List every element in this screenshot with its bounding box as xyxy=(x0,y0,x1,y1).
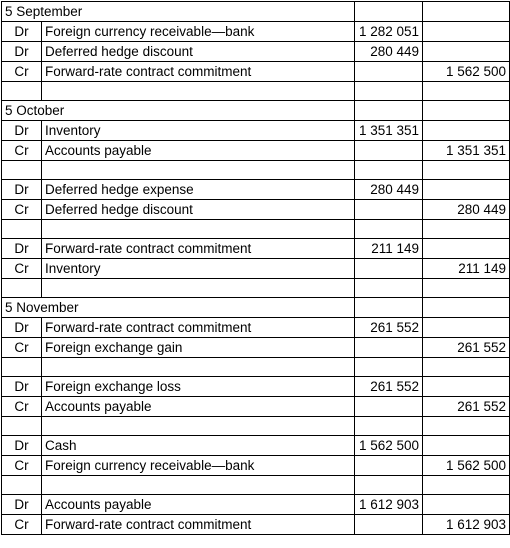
account-name: Foreign currency receivable—bank xyxy=(42,22,355,42)
empty-cell xyxy=(423,161,510,180)
debit-amount xyxy=(355,141,423,161)
entry-type: Dr xyxy=(2,495,42,515)
empty-cell xyxy=(355,298,423,318)
credit-amount: 211 149 xyxy=(423,259,510,279)
journal-line xyxy=(2,141,510,161)
credit-amount xyxy=(423,180,510,200)
account-name: Forward-rate contract commitment xyxy=(42,318,355,338)
credit-amount xyxy=(423,318,510,338)
journal-line xyxy=(2,456,510,476)
entry-date: 5 November xyxy=(2,298,355,318)
account-name: Inventory xyxy=(42,259,355,279)
credit-amount: 280 449 xyxy=(423,200,510,220)
debit-amount: 1 612 903 xyxy=(355,495,423,515)
account-name: Foreign exchange gain xyxy=(42,338,355,358)
debit-amount: 280 449 xyxy=(355,42,423,62)
date-header-row xyxy=(2,2,510,22)
journal-line xyxy=(2,42,510,62)
account-name: Deferred hedge discount xyxy=(42,42,355,62)
empty-cell xyxy=(2,417,42,436)
entry-type: Cr xyxy=(2,141,42,161)
journal-line xyxy=(2,495,510,515)
debit-amount: 261 552 xyxy=(355,318,423,338)
debit-amount: 1 282 051 xyxy=(355,22,423,42)
empty-cell xyxy=(42,82,355,101)
entry-type: Dr xyxy=(2,22,42,42)
credit-amount: 1 612 903 xyxy=(423,515,510,535)
credit-amount xyxy=(423,495,510,515)
debit-amount xyxy=(355,456,423,476)
spacer-row xyxy=(2,358,510,377)
entry-type: Dr xyxy=(2,180,42,200)
empty-cell xyxy=(2,279,42,298)
empty-cell xyxy=(423,358,510,377)
entry-type: Cr xyxy=(2,397,42,417)
empty-cell xyxy=(355,417,423,436)
entry-type: Dr xyxy=(2,318,42,338)
entry-type: Dr xyxy=(2,239,42,259)
empty-cell xyxy=(355,476,423,495)
journal-line xyxy=(2,259,510,279)
empty-cell xyxy=(2,82,42,101)
date-header-row xyxy=(2,101,510,121)
debit-amount xyxy=(355,62,423,82)
journal-entries-table xyxy=(1,1,510,535)
empty-cell xyxy=(42,161,355,180)
empty-cell xyxy=(423,279,510,298)
empty-cell xyxy=(355,279,423,298)
debit-amount: 261 552 xyxy=(355,377,423,397)
empty-cell xyxy=(423,476,510,495)
empty-cell xyxy=(423,101,510,121)
debit-amount xyxy=(355,515,423,535)
empty-cell xyxy=(423,417,510,436)
debit-amount xyxy=(355,397,423,417)
credit-amount: 1 351 351 xyxy=(423,141,510,161)
account-name: Forward-rate contract commitment xyxy=(42,239,355,259)
empty-cell xyxy=(2,358,42,377)
account-name: Deferred hedge discount xyxy=(42,200,355,220)
journal-line xyxy=(2,200,510,220)
journal-line xyxy=(2,318,510,338)
empty-cell xyxy=(355,220,423,239)
debit-amount xyxy=(355,259,423,279)
spacer-row xyxy=(2,82,510,101)
account-name: Forward-rate contract commitment xyxy=(42,62,355,82)
empty-cell xyxy=(355,2,423,22)
entry-type: Cr xyxy=(2,62,42,82)
account-name: Foreign currency receivable—bank xyxy=(42,456,355,476)
empty-cell xyxy=(42,279,355,298)
debit-amount: 1 562 500 xyxy=(355,436,423,456)
account-name: Deferred hedge expense xyxy=(42,180,355,200)
entry-date: 5 October xyxy=(2,101,355,121)
debit-amount: 211 149 xyxy=(355,239,423,259)
empty-cell xyxy=(355,161,423,180)
entry-type: Dr xyxy=(2,436,42,456)
empty-cell xyxy=(423,220,510,239)
empty-cell xyxy=(2,220,42,239)
journal-body xyxy=(2,2,510,535)
debit-amount xyxy=(355,200,423,220)
debit-amount: 280 449 xyxy=(355,180,423,200)
empty-cell xyxy=(42,358,355,377)
account-name: Accounts payable xyxy=(42,397,355,417)
empty-cell xyxy=(42,476,355,495)
credit-amount xyxy=(423,22,510,42)
account-name: Accounts payable xyxy=(42,141,355,161)
account-name: Forward-rate contract commitment xyxy=(42,515,355,535)
date-header-row xyxy=(2,298,510,318)
spacer-row xyxy=(2,220,510,239)
journal-line xyxy=(2,338,510,358)
journal-line xyxy=(2,121,510,141)
account-name: Accounts payable xyxy=(42,495,355,515)
journal-line xyxy=(2,377,510,397)
credit-amount xyxy=(423,436,510,456)
empty-cell xyxy=(2,476,42,495)
empty-cell xyxy=(355,82,423,101)
credit-amount: 261 552 xyxy=(423,397,510,417)
journal-line xyxy=(2,62,510,82)
entry-type: Cr xyxy=(2,200,42,220)
empty-cell xyxy=(423,2,510,22)
empty-cell xyxy=(423,82,510,101)
entry-type: Dr xyxy=(2,377,42,397)
entry-type: Cr xyxy=(2,515,42,535)
credit-amount: 1 562 500 xyxy=(423,456,510,476)
spacer-row xyxy=(2,476,510,495)
credit-amount xyxy=(423,377,510,397)
empty-cell xyxy=(355,101,423,121)
credit-amount xyxy=(423,42,510,62)
account-name: Inventory xyxy=(42,121,355,141)
entry-type: Cr xyxy=(2,259,42,279)
journal-line xyxy=(2,515,510,535)
spacer-row xyxy=(2,279,510,298)
empty-cell xyxy=(423,298,510,318)
journal-line xyxy=(2,22,510,42)
account-name: Cash xyxy=(42,436,355,456)
empty-cell xyxy=(42,220,355,239)
entry-date: 5 September xyxy=(2,2,355,22)
credit-amount: 261 552 xyxy=(423,338,510,358)
journal-line xyxy=(2,436,510,456)
debit-amount: 1 351 351 xyxy=(355,121,423,141)
empty-cell xyxy=(355,358,423,377)
journal-line xyxy=(2,397,510,417)
empty-cell xyxy=(42,417,355,436)
entry-type: Dr xyxy=(2,121,42,141)
debit-amount xyxy=(355,338,423,358)
entry-type: Cr xyxy=(2,338,42,358)
journal-line xyxy=(2,239,510,259)
credit-amount: 1 562 500 xyxy=(423,62,510,82)
empty-cell xyxy=(2,161,42,180)
credit-amount xyxy=(423,121,510,141)
entry-type: Dr xyxy=(2,42,42,62)
account-name: Foreign exchange loss xyxy=(42,377,355,397)
spacer-row xyxy=(2,161,510,180)
spacer-row xyxy=(2,417,510,436)
journal-line xyxy=(2,180,510,200)
credit-amount xyxy=(423,239,510,259)
entry-type: Cr xyxy=(2,456,42,476)
